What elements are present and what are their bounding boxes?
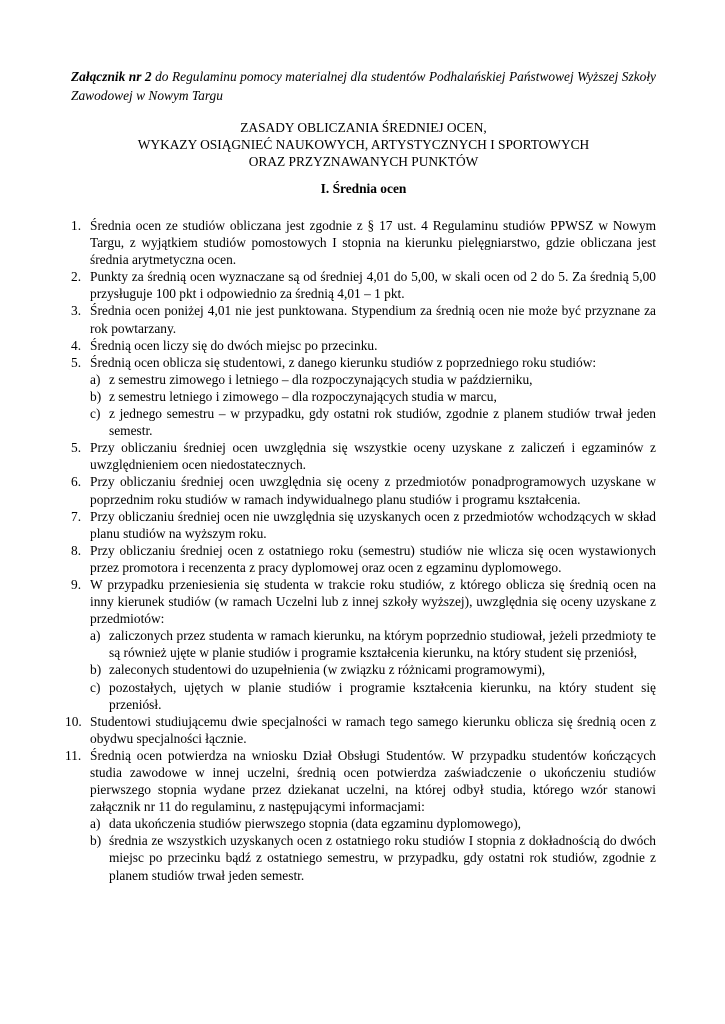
sub-item-text: z jednego semestru – w przypadku, gdy ostatni rok studiów, zgodnie z planem studiów trwał jeden semestr. [109,406,656,439]
list-item [71,217,656,268]
list-item [65,747,656,884]
section-title: I. Średnia ocen [320,181,407,196]
sub-item-text: z semestru zimowego i letniego – dla rozpoczynających studia w październiku, [109,371,533,387]
list-item-text: Średnią ocen liczy się do dwóch miejsc po przecinku. [90,337,378,353]
document-heading [71,119,656,170]
sub-item [90,815,656,832]
list-item [71,542,656,576]
list-item [71,268,656,302]
sub-item-text: zaleconych studentowi do uzupełnienia (w związku z różnicami programowymi), [109,662,546,678]
list-item-text: Średnia ocen ze studiów obliczana jest zgodnie z § 17 ust. 4 Regulaminu studiów PPWSZ w Nowym Targu, z wyjątkiem studiów pomostowych I stopnia na kierunku pielęgniarstwo, gdzie obliczana jest średnia arytmetyczna ocen. [90,218,656,268]
sub-item-letter: c) [90,679,101,695]
list-item-number: 1. [71,218,82,233]
list-item-number: 2. [71,269,82,285]
sub-item-letter: b) [90,388,102,404]
list-item-number: 5. [71,440,82,456]
list-item [71,508,656,542]
attachment-intro [71,68,656,105]
sub-item-letter: a) [90,816,101,832]
list-item [71,302,656,336]
rules-list [65,217,656,884]
list-item-number: 6. [71,474,82,490]
list-item [71,576,656,713]
list-item [71,473,656,507]
list-item-number: 10. [65,713,82,729]
sub-item [90,405,656,439]
list-item-text: Przy obliczaniu średniej ocen uwzględnia się wszystkie oceny uzyskane z zaliczeń i egzaminów z uwzględnieniem ocen niedostatecznych. [90,440,656,473]
list-item-number: 5. [71,354,82,370]
attachment-label: Załącznik nr 2 [71,69,152,84]
list-item-text: Przy obliczaniu średniej ocen z ostatniego roku (semestru) studiów nie wlicza się ocen wystawionych przez promotora i recenzenta z pracy dyplomowej oraz ocen z egzaminu dyplomowego. [90,542,656,575]
sub-item [90,627,656,661]
list-item-text: Studentowi studiującemu dwie specjalności w ramach tego samego kierunku oblicza się średnią ocen z obydwu specjalności łącznie. [90,713,656,746]
list-item-text: W przypadku przeniesienia się studenta w trakcie roku studiów, z którego oblicza się średnią ocen na inny kierunek studiów (w ramach Uczelni lub z innej szkoły wyższej), uwzględnia się oceny uzyskane z przedmiotów: [90,576,656,627]
list-item-text: Średnia ocen poniżej 4,01 nie jest punktowana. Stypendium za średnią ocen nie może być przyznane za rok powtarzany. [90,303,656,336]
sub-item-letter: a) [90,371,101,387]
list-item-text: Średnią ocen oblicza się studentowi, z danego kierunku studiów z poprzedniego roku studiów: [90,354,597,370]
list-item-text: Punkty za średnią ocen wyznaczane są od średniej 4,01 do 5,00, w skali ocen od 2 do 5. Za średnią 5,00 przysługuje 100 pkt i odpowiednio za średnią 4,01 – 1 pkt. [90,269,656,302]
heading-line-3: ORAZ PRZYZNAWANYCH PUNKTÓW [248,154,479,169]
sub-item [90,832,656,883]
list-item [65,713,656,747]
list-item-text: Średnią ocen potwierdza na wniosku Dział Obsługi Studentów. W przypadku studentów kończących studia zawodowe w innej uczelni, średnią ocen potwierdza zaświadczenie o ukończeniu studiów pierwszego stopnia wydane przez dziekanat uczelni, na której odbył studia, którego wzór stanowi załącznik nr 11 do regulaminu, z następującymi informacjami: [90,747,656,815]
sub-item [90,661,656,678]
list-item-text: Przy obliczaniu średniej ocen uwzględnia się oceny z przedmiotów ponadprogramowych uzyskane w poprzednim roku studiów w ramach indywidualnego planu studiów i programu kształcenia. [90,474,656,507]
heading-line-2: WYKAZY OSIĄGNIEĆ NAUKOWYCH, ARTYSTYCZNYCH I SPORTOWYCH [137,137,590,152]
list-item-number: 9. [71,576,82,592]
sub-item-text: data ukończenia studiów pierwszego stopnia (data egzaminu dyplomowego), [109,816,522,832]
sub-item [90,371,656,388]
sub-item-letter: b) [90,833,102,849]
sub-item [90,388,656,405]
sub-item-text: pozostałych, ujętych w planie studiów i programie kształcenia kierunku, na który student się przeniósł. [109,679,656,712]
sub-item [90,679,656,713]
sub-item-text: zaliczonych przez studenta w ramach kierunku, na którym poprzednio studiował, jeżeli przedmioty te są również ujęte w planie studiów i programie kształcenia kierunku, na który student się przeniósł, [109,628,656,661]
sub-item-text: średnia ze wszystkich uzyskanych ocen z ostatniego roku studiów I stopnia z dokładnością do dwóch miejsc po przecinku bądź z ostatniego semestru, w przypadku, gdy ostatni rok studiów, zgodnie z planem studiów trwał jeden semestr. [109,833,656,883]
list-item [71,337,656,354]
attachment-description: do Regulaminu pomocy materialnej dla studentów Podhalańskiej Państwowej Wyższej Szkoły Zawodowej w Nowym Targu [71,69,656,103]
sub-item-letter: b) [90,662,102,678]
list-item-number: 11. [65,747,82,763]
list-item [71,439,656,473]
list-item-number: 3. [71,303,82,319]
heading-line-1: ZASADY OBLICZANIA ŚREDNIEJ OCEN, [240,120,487,135]
list-item-number: 8. [71,542,82,558]
sub-item-letter: c) [90,406,101,422]
list-item [71,354,656,439]
list-item-number: 7. [71,508,82,524]
list-item-number: 4. [71,337,82,353]
sub-item-letter: a) [90,628,101,644]
sub-item-text: z semestru letniego i zimowego – dla rozpoczynających studia w marcu, [109,388,497,404]
list-item-text: Przy obliczaniu średniej ocen nie uwzględnia się uzyskanych ocen z przedmiotów wchodzących w skład planu studiów na wyższym roku. [90,508,656,541]
